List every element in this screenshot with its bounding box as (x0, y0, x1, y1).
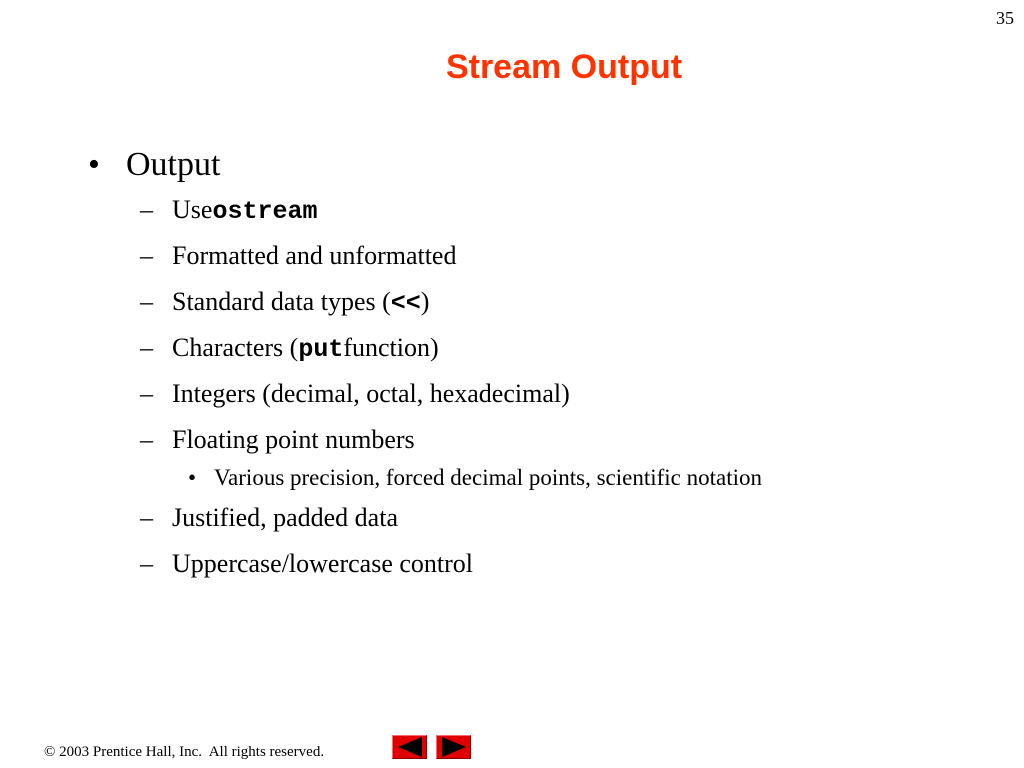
slide-title: Stream Output (445, 48, 683, 86)
copyright-footer: © 2003 Prentice Hall, Inc. All rights reserved. (44, 744, 325, 760)
dash-mark: – (140, 287, 153, 316)
slide-navigation (392, 735, 471, 759)
right-triangle-icon (442, 737, 466, 757)
list-item-precision (140, 465, 762, 503)
dash-mark: – (140, 549, 153, 578)
list-item-characters (140, 333, 762, 379)
dash-mark: – (140, 333, 153, 362)
page-number: 35 (996, 8, 1014, 28)
main-bullet (88, 146, 220, 184)
list-item-standard-types (140, 287, 762, 333)
dash-mark: – (140, 425, 153, 454)
dash-mark: – (140, 503, 153, 532)
title-area (0, 0, 1024, 120)
item-text: Justified, padded data (172, 503, 398, 532)
previous-slide-button[interactable] (392, 735, 427, 759)
item-text: Various precision, forced decimal points, scientific notation (214, 465, 763, 490)
list-item-formatted (140, 241, 762, 287)
dash-mark: – (140, 379, 153, 408)
list-item-justified (140, 503, 762, 549)
item-text: Use (172, 195, 213, 224)
bullet-mark: • (188, 465, 197, 490)
main-bullet-text: Output (126, 146, 221, 183)
item-text: Standard data types ( (172, 287, 391, 316)
list-item-case-control (140, 549, 762, 595)
code-insertion-operator: << (390, 289, 421, 318)
bullet-mark: • (88, 146, 100, 183)
item-text: Floating point numbers (172, 425, 415, 454)
dash-mark: – (140, 195, 153, 224)
item-text-post: ) (420, 287, 430, 316)
list-item-integers (140, 379, 762, 425)
item-text: Integers (decimal, octal, hexadecimal) (172, 379, 570, 408)
item-text: Formatted and unformatted (172, 241, 457, 270)
sub-bullet-list (140, 195, 762, 595)
next-slide-button[interactable] (436, 735, 471, 759)
left-triangle-icon (398, 737, 422, 757)
code-ostream: ostream (212, 197, 318, 226)
code-put: put (298, 335, 344, 364)
item-text-post: function) (343, 333, 439, 362)
list-item-use-ostream (140, 195, 762, 241)
dash-mark: – (140, 241, 153, 270)
item-text: Uppercase/lowercase control (172, 549, 474, 578)
item-text: Characters ( (172, 333, 299, 362)
